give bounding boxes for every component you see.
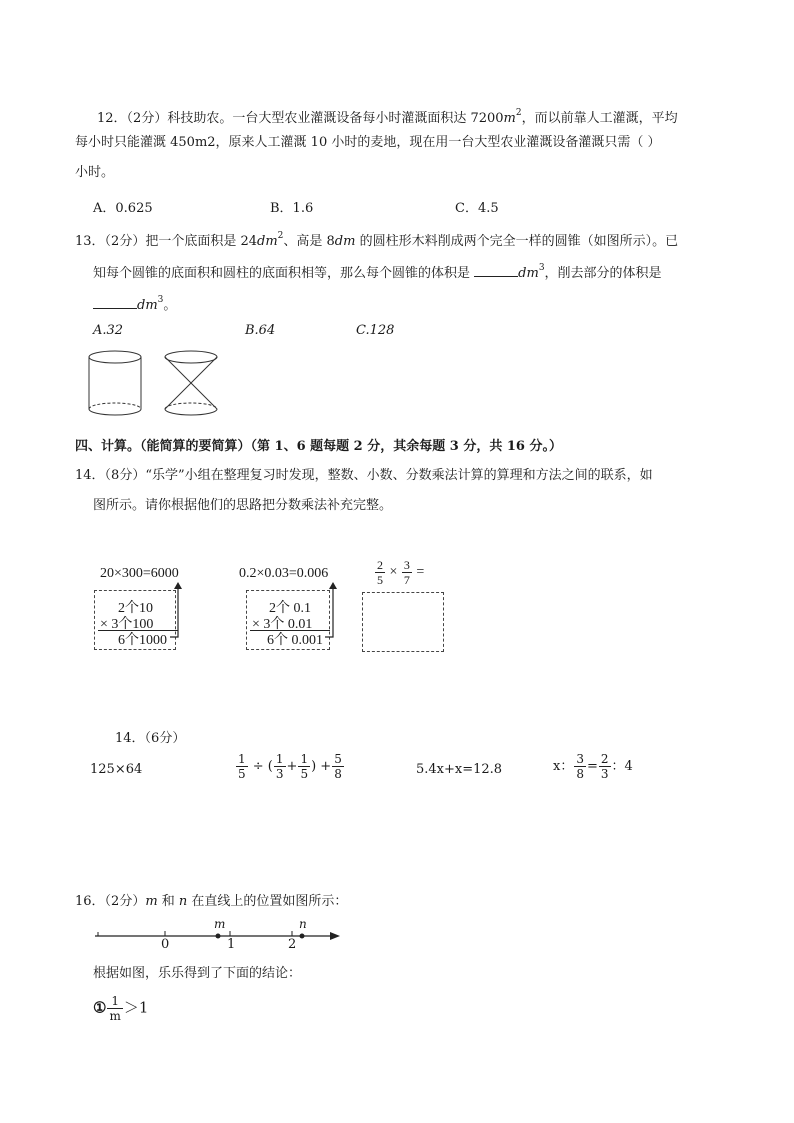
- tick-1: 1: [227, 937, 236, 952]
- point-m: [216, 934, 221, 939]
- q13-option-a[interactable]: A.32: [93, 323, 124, 338]
- arrow-right-icon: [330, 932, 340, 940]
- ex1-equation: 20×300=6000: [100, 566, 179, 581]
- q13-blank-1[interactable]: [474, 266, 518, 277]
- q12-line3: 小时。: [75, 165, 115, 180]
- q13-option-c[interactable]: C.128: [356, 323, 395, 338]
- ex3-answer-box[interactable]: [362, 592, 444, 652]
- cylinder-cones-figure: [88, 347, 248, 419]
- q13-line3: $dm^3$。: [93, 291, 176, 315]
- tick-2: 2: [288, 937, 297, 952]
- q12-option-a[interactable]: A．0.625: [93, 201, 153, 216]
- q12-line1: 12．（2分）科技助农。一台大型农业灌溉设备每小时灌溉面积达 $7200m^2$，而以前靠人工灌溉，平均: [97, 108, 678, 126]
- q13-blank-2[interactable]: [93, 298, 137, 309]
- cylinder-icon: [89, 351, 141, 415]
- q16-item-1: ① $\frac{1}{m}$ ＞1: [93, 994, 149, 1023]
- q13-line1: 13．（2分）把一个底面积是 $24dm^2$、高是 8dm 的圆柱形木料削成两个完全一样的圆锥（如图所示）。已: [75, 231, 679, 249]
- q14-line1: 14．（8分）“乐学”小组在整理复习时发现，整数、小数、分数乘法计算的算理和方法之间的联系，如: [75, 468, 653, 483]
- q15-problem-4: x： $\frac{3}{8}$ = $\frac{2}{3}$ ：4: [553, 752, 633, 781]
- q15-problem-3: 5.4x+x=12.8: [416, 762, 503, 777]
- ex1-row2: × 3个100: [100, 617, 154, 632]
- ex1-row3: 6个1000: [118, 633, 167, 648]
- q14-line2: 图所示。请你根据他们的思路把分数乘法补充完整。: [93, 498, 393, 513]
- label-n: n: [299, 917, 307, 931]
- ex1-arrow-icon: [170, 580, 184, 640]
- q15-label: 14．（6分）: [115, 731, 186, 746]
- ex2-arrow-icon: [325, 580, 339, 640]
- q15-problem-2: $\frac{1}{5}$ ÷ ( $\frac{1}{3}$ + $\frac{1}{5}$ ) + $\frac{5}{8}$: [238, 752, 342, 781]
- ex2-row3: 6个 0.001: [267, 633, 323, 648]
- q13-line2: 知每个圆锥的底面积和圆柱的底面积相等，那么每个圆锥的体积是 $dm^3$，削去部分的体积是: [93, 263, 662, 281]
- label-m: m: [214, 917, 226, 931]
- q16-line1: 16．（2分）m 和 n 在直线上的位置如图所示：: [75, 894, 348, 909]
- ex2-equation: 0.2×0.03=0.006: [239, 566, 329, 581]
- tick-0: 0: [161, 937, 170, 952]
- q16-conclusion-intro: 根据如图，乐乐得到了下面的结论：: [93, 966, 302, 981]
- section-4-heading: 四、计算。（能简算的要简算）（第 1、6 题每题 2 分，其余每题 3 分，共 16 分。）: [75, 439, 562, 454]
- ex3-equation: $\frac{2}{5}$ × $\frac{3}{7}$ =: [377, 558, 425, 587]
- q13-option-b[interactable]: B.64: [245, 323, 276, 338]
- q12-option-b[interactable]: B．1.6: [270, 201, 314, 216]
- q12-line2: 每小时只能灌溉 450m2，原来人工灌溉 10 小时的麦地，现在用一台大型农业灌溉设备灌溉只需（ ）: [75, 135, 661, 150]
- double-cone-icon: [165, 351, 217, 415]
- ex2-row1: 2个 0.1: [269, 601, 311, 616]
- ex2-row2: × 3个 0.01: [252, 617, 313, 632]
- q15-problem-1: 125×64: [90, 762, 143, 777]
- point-n: [300, 934, 305, 939]
- q12-option-c[interactable]: C．4.5: [455, 201, 499, 216]
- ex1-row1: 2个10: [118, 601, 153, 616]
